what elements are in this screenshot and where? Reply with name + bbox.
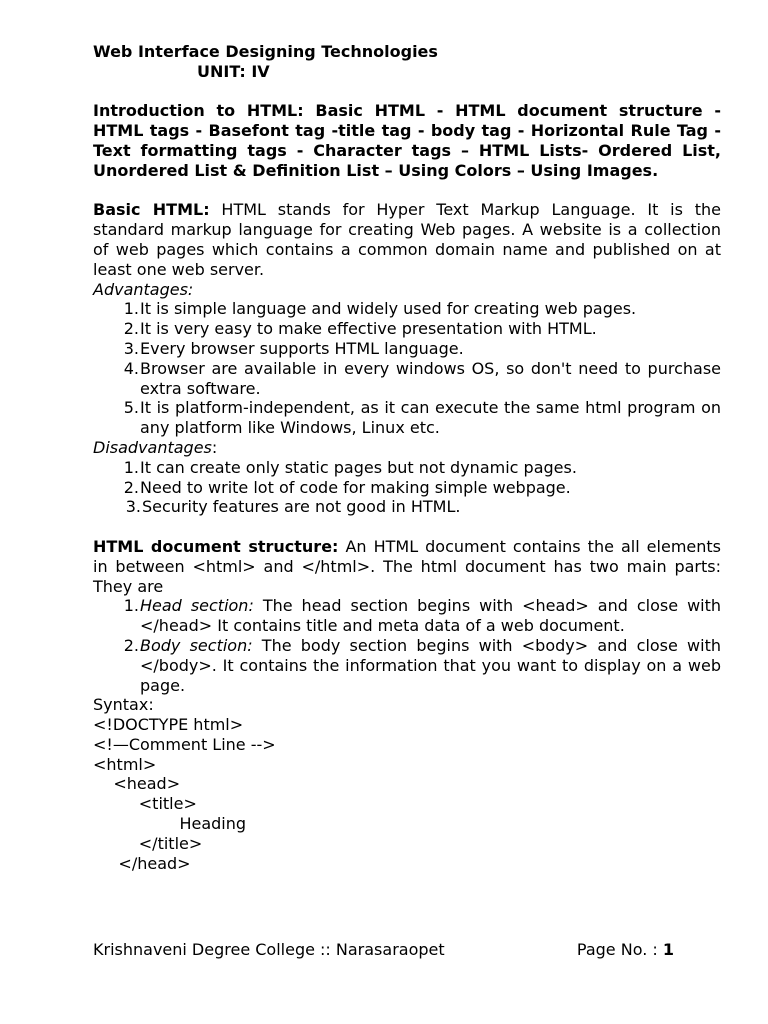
structure-text: An HTML document contains the all elements in between <html> and </html>. The html document has two main parts: They are bbox=[93, 536, 721, 596]
document-title: Web Interface Designing Technologies bbox=[93, 42, 438, 61]
structure-heading: HTML document structure: bbox=[93, 536, 339, 556]
code-line: </title> bbox=[93, 833, 203, 853]
advantages-label: Advantages: bbox=[93, 279, 194, 299]
code-line: <html> bbox=[93, 754, 157, 774]
code-line: <head> bbox=[93, 774, 181, 794]
list-item: 2. Body section: The body section begins with <body> and close with </body>. It contains the information that you want to display on a web page. bbox=[123, 635, 721, 695]
spacer bbox=[93, 181, 721, 201]
unit-label: UNIT: IV bbox=[197, 61, 270, 81]
structure-paragraph bbox=[93, 537, 721, 596]
list-item: 5. It is platform-independent, as it can execute the same html program on any platform like Windows, Linux etc. bbox=[123, 398, 721, 438]
code-block bbox=[93, 715, 721, 873]
page-number: Page No. : 1 bbox=[576, 940, 674, 959]
spacer bbox=[93, 82, 721, 102]
spacer bbox=[93, 517, 721, 537]
code-line: <title> bbox=[93, 794, 197, 814]
list-item: 1. It can create only static pages but not dynamic pages. bbox=[123, 457, 577, 477]
list-item: 1. Head section: The head section begins with <head> and close with </head> It contains title and meta data of a web document. bbox=[123, 596, 722, 636]
advantages-list bbox=[93, 299, 721, 438]
code-line: Heading bbox=[93, 814, 247, 834]
basic-html-text: HTML stands for Hyper Text Markup Language. It is the standard markup language for creating Web pages. A website is a collection of web pages which contains a common domain name and published on at least one web server. bbox=[93, 200, 722, 279]
list-item: 2. Need to write lot of code for making simple webpage. bbox=[123, 477, 571, 497]
footer-college: Krishnaveni Degree College :: Narasaraopet bbox=[93, 940, 445, 959]
basic-html-heading: Basic HTML: bbox=[93, 200, 210, 220]
structure-parts-list bbox=[93, 596, 721, 695]
list-item: 3. Every browser supports HTML language. bbox=[123, 338, 464, 358]
list-item: 4. Browser are available in every windows OS, so don't need to purchase extra software. bbox=[123, 358, 721, 398]
disadvantages-list bbox=[93, 458, 721, 517]
list-item: 1. It is simple language and widely used for creating web pages. bbox=[123, 299, 637, 319]
page-footer bbox=[93, 940, 721, 960]
page-content bbox=[93, 42, 721, 873]
code-line: <!DOCTYPE html> bbox=[93, 715, 244, 735]
list-item: 2. It is very easy to make effective presentation with HTML. bbox=[123, 319, 597, 339]
code-line: </head> bbox=[93, 853, 191, 873]
code-line: <!—Comment Line --> bbox=[93, 734, 276, 754]
intro-topics: Introduction to HTML: Basic HTML - HTML document structure - HTML tags - Basefont tag -title tag - body tag - Horizontal Rule Tag - Text formatting tags - Character tags – HTML Lists- Ordered List, Unordered List & Definition List – Using Colors – Using Images. bbox=[93, 101, 721, 180]
syntax-label: Syntax: bbox=[93, 695, 154, 715]
basic-html-paragraph bbox=[93, 200, 721, 279]
list-item: 3. Security features are not good in HTML. bbox=[125, 497, 461, 517]
disadvantages-label: Disadvantages: bbox=[93, 437, 218, 457]
